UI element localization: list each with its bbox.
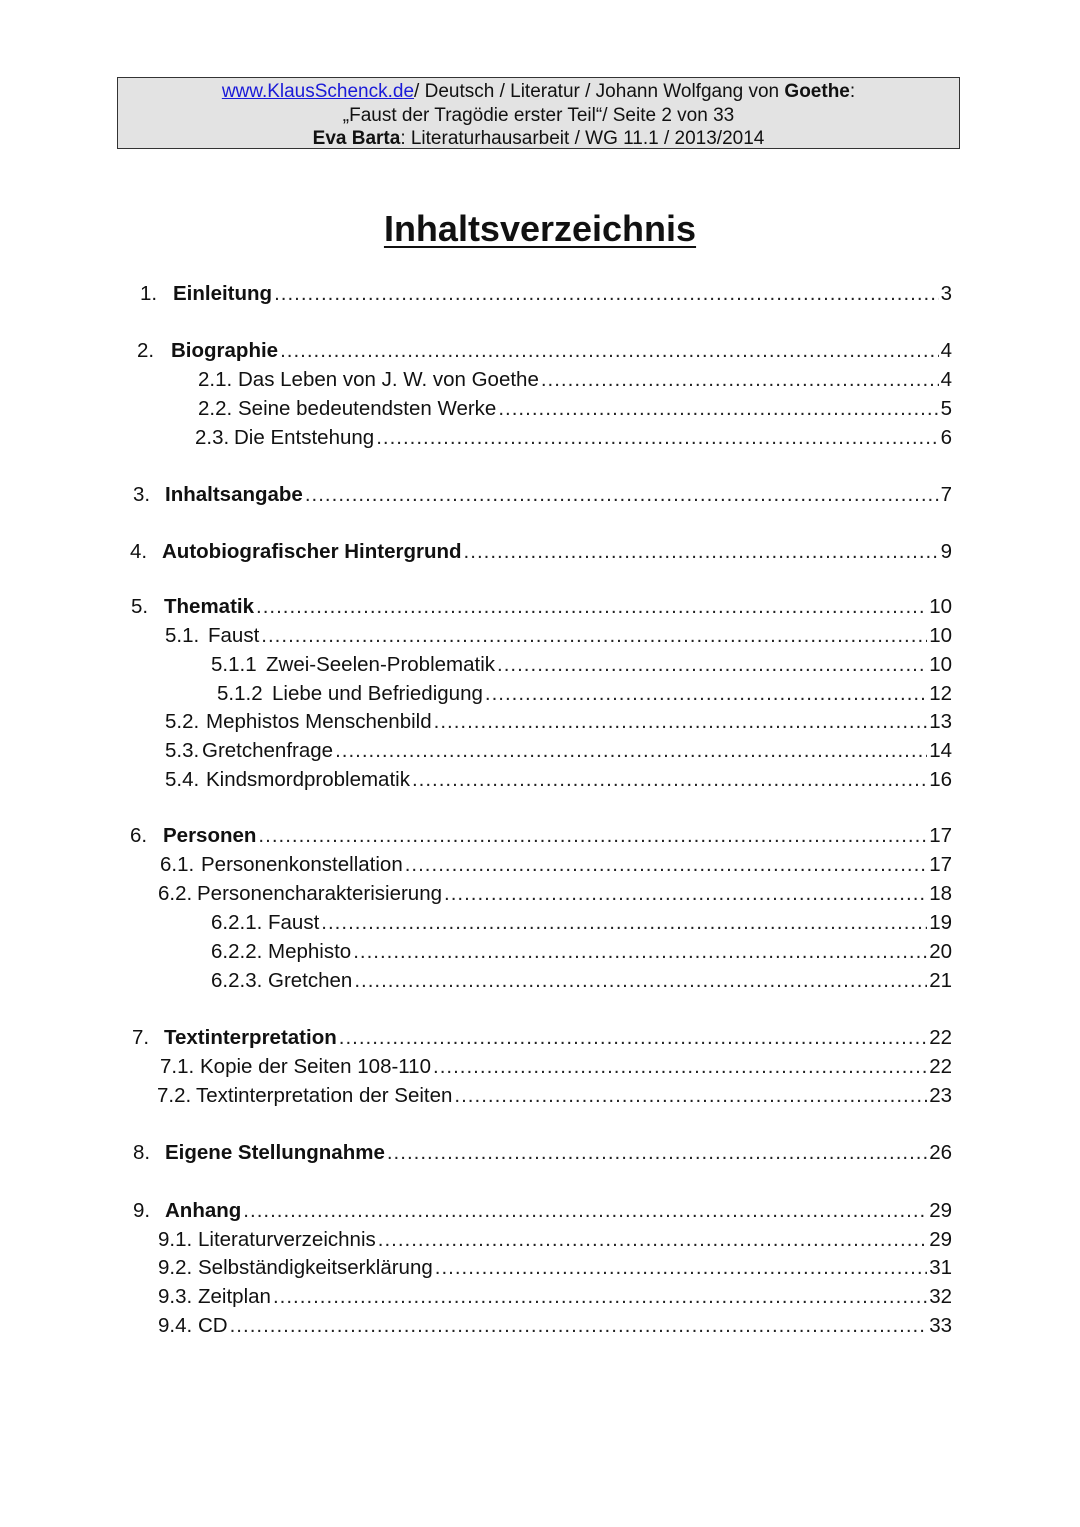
toc-title: Textinterpretation der Seiten: [196, 1084, 453, 1107]
toc-number: 5.2.: [165, 710, 200, 733]
toc-page: 12: [929, 682, 952, 705]
toc-leader: [354, 967, 927, 994]
toc-leader: [261, 622, 927, 649]
toc-page: 17: [929, 824, 952, 847]
toc-page: 22: [929, 1055, 952, 1078]
toc-page: 16: [929, 768, 952, 791]
toc-entry: [217, 680, 952, 707]
toc-leader: [485, 680, 927, 707]
toc-title: Personen: [163, 824, 257, 847]
website-link[interactable]: www.KlausSchenck.de: [221, 81, 415, 102]
toc-page: 32: [929, 1285, 952, 1308]
toc-title: Inhaltsangabe: [165, 483, 303, 506]
toc-page: 29: [929, 1228, 952, 1251]
toc-entry: [133, 1197, 952, 1224]
toc-page: 10: [929, 595, 952, 618]
toc-page: 4: [940, 368, 952, 391]
toc-entry: [198, 366, 952, 393]
toc-entry: [130, 822, 952, 849]
toc-page: 29: [929, 1199, 952, 1222]
toc-page: 17: [929, 853, 952, 876]
toc-page: 10: [929, 653, 952, 676]
toc-title: Liebe und Befriedigung: [272, 682, 483, 705]
toc-leader: [321, 909, 927, 936]
toc-page: 22: [929, 1026, 952, 1049]
toc-number: 5.1.1: [211, 653, 257, 676]
toc-number: 7.1.: [160, 1055, 195, 1078]
toc-title: CD: [198, 1314, 228, 1337]
toc-number: 2.3.: [195, 426, 230, 449]
toc-title: Mephistos Menschenbild: [206, 710, 432, 733]
toc-leader: [435, 1254, 927, 1281]
toc-title: Einleitung: [173, 282, 273, 305]
toc-number: 4.: [130, 540, 148, 563]
toc-number: 6.2.2.: [211, 940, 263, 963]
toc-entry: [198, 395, 952, 422]
toc-title: Kopie der Seiten 108-110: [200, 1055, 431, 1078]
toc-leader: [412, 766, 927, 793]
toc-title: Die Entstehung: [234, 426, 375, 449]
toc-number: 6.2.3.: [211, 969, 263, 992]
toc-entry: [131, 593, 952, 620]
toc-number: 2.1.: [198, 368, 233, 391]
toc-page: 33: [929, 1314, 952, 1337]
toc-number: 9.3.: [158, 1285, 193, 1308]
toc-leader: [376, 424, 938, 451]
toc-page: 18: [929, 882, 952, 905]
toc-title: Selbständigkeitserklärung: [198, 1256, 433, 1279]
toc-number: 9.: [133, 1199, 151, 1222]
toc-page: 20: [929, 940, 952, 963]
toc-page: 26: [929, 1141, 952, 1164]
toc-title: Faust: [208, 624, 260, 647]
toc-entry: [158, 1283, 952, 1310]
toc-number: 5.: [131, 595, 149, 618]
toc-entry: [195, 424, 952, 451]
toc-entry: [160, 851, 952, 878]
toc-entry: [137, 337, 952, 364]
toc-leader: [243, 1197, 927, 1224]
toc-number: 6.2.1.: [211, 911, 263, 934]
toc-title: Anhang: [165, 1199, 242, 1222]
toc-title: Mephisto: [268, 940, 352, 963]
toc-title: Zeitplan: [198, 1285, 271, 1308]
toc-entry: [160, 1053, 952, 1080]
toc-entry: [158, 1312, 952, 1339]
toc-page: 14: [929, 739, 952, 762]
toc-title: Literaturverzeichnis: [198, 1228, 376, 1251]
toc-entry: [133, 481, 952, 508]
toc-entry: [211, 651, 952, 678]
toc-number: 5.1.2: [217, 682, 263, 705]
toc-title: Gretchen: [268, 969, 353, 992]
toc-title: Eigene Stellungnahme: [165, 1141, 385, 1164]
toc-title: Faust: [268, 911, 320, 934]
toc-leader: [464, 538, 939, 565]
toc-number: 3.: [133, 483, 151, 506]
toc-leader: [387, 1139, 927, 1166]
toc-page: 3: [940, 282, 952, 305]
toc-number: 2.2.: [198, 397, 233, 420]
toc-title: Textinterpretation: [164, 1026, 337, 1049]
toc-entry: [165, 708, 952, 735]
toc-entry: [165, 737, 952, 764]
toc-page: 13: [929, 710, 952, 733]
toc-leader: [353, 938, 927, 965]
header-course-info: : Literaturhausarbeit / WG 11.1 / 2013/2014: [400, 128, 765, 149]
toc-leader: [305, 481, 939, 508]
toc-page: 9: [940, 540, 952, 563]
toc-page: 4: [940, 339, 952, 362]
toc-entry: [130, 538, 952, 565]
toc-entry: [132, 1024, 952, 1051]
toc-title: Zwei-Seelen-Problematik: [266, 653, 496, 676]
toc-entry: [165, 766, 952, 793]
toc-number: 6.1.: [160, 853, 195, 876]
toc-entry: [211, 938, 952, 965]
toc-leader: [541, 366, 939, 393]
toc-title: Gretchenfrage: [202, 739, 334, 762]
toc-leader: [497, 651, 927, 678]
toc-entry: [158, 880, 952, 907]
toc-leader: [405, 851, 927, 878]
toc-leader: [230, 1312, 928, 1339]
header-line-2: „Faust der Tragödie erster Teil“/ Seite 2 von 33: [342, 104, 735, 126]
toc-entry: [211, 967, 952, 994]
toc-leader: [258, 822, 927, 849]
toc-number: 2.: [137, 339, 155, 362]
toc-page: 10: [929, 624, 952, 647]
toc-page: 21: [929, 969, 952, 992]
toc-page: 5: [940, 397, 952, 420]
header-colon: :: [849, 81, 856, 102]
toc-entry: [158, 1226, 952, 1253]
toc-entry: [211, 909, 952, 936]
toc-number: 1.: [140, 282, 158, 305]
toc-title: Seine bedeutendsten Werke: [238, 397, 497, 420]
toc-number: 9.4.: [158, 1314, 193, 1337]
toc-page: 19: [929, 911, 952, 934]
toc-page: 7: [940, 483, 952, 506]
page-title-text: Inhaltsverzeichnis: [383, 208, 697, 249]
toc-number: 6.: [130, 824, 148, 847]
toc-title: Kindsmordproblematik: [206, 768, 410, 791]
toc-title: Personenkonstellation: [201, 853, 403, 876]
toc-entry: [140, 280, 952, 307]
toc-leader: [280, 337, 939, 364]
toc-number: 6.2.: [158, 882, 193, 905]
toc-leader: [434, 708, 928, 735]
header-author: Goethe: [784, 81, 850, 102]
toc-leader: [256, 593, 927, 620]
toc-title: Autobiografischer Hintergrund: [162, 540, 462, 563]
toc-entry: [165, 622, 952, 649]
toc-entry: [158, 1254, 952, 1281]
toc-page: 31: [929, 1256, 952, 1279]
toc-leader: [335, 737, 927, 764]
toc-leader: [339, 1024, 927, 1051]
toc-title: Personencharakterisierung: [197, 882, 442, 905]
header-path: / Deutsch / Literatur / Johann Wolfgang von: [414, 81, 785, 102]
toc-title: Biographie: [171, 339, 279, 362]
toc-number: 5.4.: [165, 768, 200, 791]
toc-number: 9.1.: [158, 1228, 193, 1251]
header-student-name: Eva Barta: [312, 128, 401, 149]
toc-number: 7.: [132, 1026, 150, 1049]
toc-leader: [273, 1283, 927, 1310]
toc-page: 23: [929, 1084, 952, 1107]
toc-number: 5.3.: [165, 739, 200, 762]
toc-leader: [498, 395, 938, 422]
toc-leader: [433, 1053, 927, 1080]
toc-entry: [157, 1082, 952, 1109]
toc-number: 8.: [133, 1141, 151, 1164]
toc-leader: [274, 280, 939, 307]
toc-entry: [133, 1139, 952, 1166]
toc-leader: [444, 880, 927, 907]
toc-number: 7.2.: [157, 1084, 192, 1107]
toc-title: Das Leben von J. W. von Goethe: [238, 368, 539, 391]
toc-leader: [454, 1082, 927, 1109]
toc-title: Thematik: [164, 595, 254, 618]
toc-leader: [378, 1226, 927, 1253]
toc-page: 6: [940, 426, 952, 449]
toc-number: 5.1.: [165, 624, 200, 647]
toc-number: 9.2.: [158, 1256, 193, 1279]
